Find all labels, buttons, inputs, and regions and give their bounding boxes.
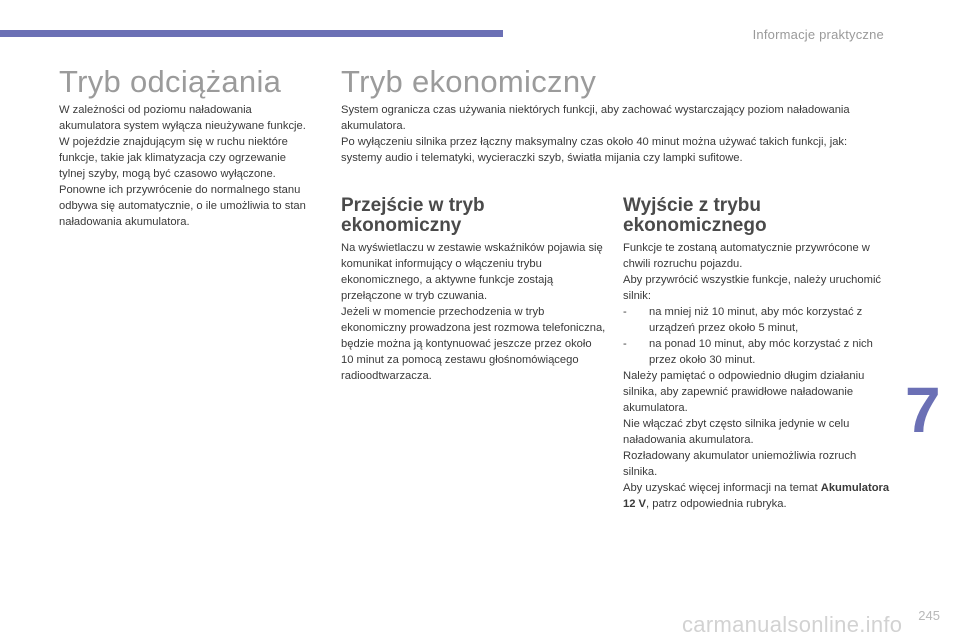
list-item (623, 336, 891, 368)
enter-economy-heading (341, 196, 485, 236)
paragraph: Ponowne ich przywrócenie do normalnego stanu odbywa się automatycznie, o ile umożliwia to stan naładowania akumulatora. (59, 184, 306, 228)
paragraph: Aby przywrócić wszystkie funkcje, należy uruchomić silnik: (623, 274, 882, 302)
page-number: 245 (918, 608, 940, 623)
text-tail: , patrz odpowiednia rubryka. (646, 498, 787, 510)
economy-mode-title: Tryb ekonomiczny (341, 64, 597, 99)
paragraph: W zależności od poziomu naładowania akumulatora system wyłącza nieużywane funkcje. (59, 104, 306, 132)
paragraph: W pojeździe znajdującym się w ruchu niektóre funkcje, takie jak klimatyzacja czy ogrzewanie tylnej szyby, mogą być czasowo wyłączone. (59, 136, 288, 180)
dash-bullet: - (623, 306, 627, 318)
header-accent-bar (0, 30, 503, 37)
heading-line: Wyjście z trybu (623, 195, 761, 216)
chapter-number: 7 (905, 374, 941, 446)
dash-bullet: - (623, 338, 627, 350)
enter-economy-text (341, 240, 606, 384)
paragraph: Rozładowany akumulator uniemożliwia rozruch silnika. (623, 450, 857, 478)
paragraph: Funkcje te zostaną automatycznie przywrócone w chwili rozruchu pojazdu. (623, 242, 870, 270)
paragraph: Jeżeli w momencie przechodzenia w tryb ekonomiczny prowadzona jest rozmowa telefoniczna, będzie można ją kontynuować jeszcze przez około 10 minut za pomocą zestawu głośnomówiącego radioodtwarzacza. (341, 306, 606, 382)
paragraph: Na wyświetlaczu w zestawie wskaźników pojawia się komunikat informujący o włączeniu trybu ekonomicznego, a aktywne funkcje zostają przełączone w tryb czuwania. (341, 242, 603, 302)
list-item (623, 304, 891, 336)
text-lead: Aby uzyskać więcej informacji na temat (623, 482, 818, 494)
exit-economy-text (623, 240, 891, 512)
section-label: Informacje praktyczne (752, 27, 884, 42)
paragraph: System ogranicza czas używania niektórych funkcji, aby zachować wystarczający poziom naładowania akumulatora. (341, 104, 850, 132)
economy-mode-intro (341, 102, 891, 166)
load-shedding-text (59, 102, 309, 230)
paragraph (623, 480, 891, 512)
paragraph: Nie włączać zbyt często silnika jedynie w celu naładowania akumulatora. (623, 418, 850, 446)
list-item-text: na mniej niż 10 minut, aby móc korzystać z urządzeń przez około 5 minut, (649, 306, 863, 334)
heading-line: ekonomiczny (341, 215, 462, 236)
battery-reference: Akumulatora 12 V (623, 482, 890, 510)
list-item-text: na ponad 10 minut, aby móc korzystać z nich przez około 30 minut. (649, 338, 873, 366)
exit-economy-heading (623, 196, 767, 236)
paragraph: Po wyłączeniu silnika przez łączny maksymalny czas około 40 minut można używać takich funkcji, jak: systemy audio i telematyki, wycieraczki szyb, światła mijania czy lampki sufitowe. (341, 136, 848, 164)
heading-line: Przejście w tryb (341, 195, 485, 216)
paragraph: Należy pamiętać o odpowiednio długim działaniu silnika, aby zapewnić prawidłowe naładowanie akumulatora. (623, 370, 865, 414)
heading-line: ekonomicznego (623, 215, 767, 236)
load-shedding-title: Tryb odciążania (59, 64, 282, 99)
watermark: carmanualsonline.info (682, 612, 903, 637)
